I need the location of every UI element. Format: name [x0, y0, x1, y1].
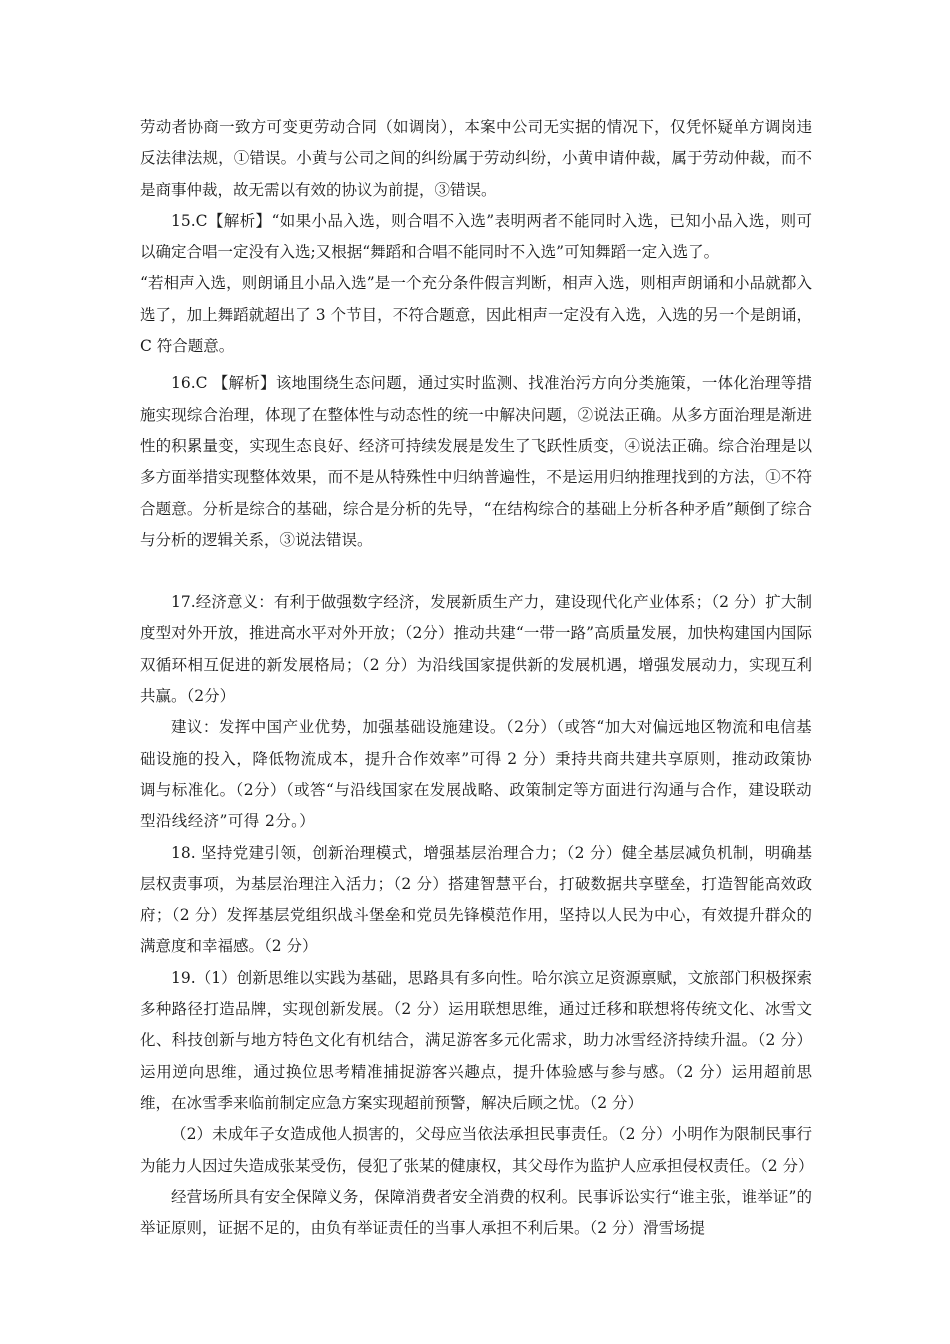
- answer-18: 18. 坚持党建引领，创新治理模式，增强基层治理合力；（2 分）健全基层减负机制，明确基层权责事项，为基层治理注入活力；（2 分）搭建智慧平台，打破数据共享壁垒，打造智能高效政府；（2 分）发挥基层党组织战斗堡垒和党员先锋模范作用，坚持以人民为中心，有效提升群众的满意度和幸福感。（2 分）: [140, 843, 812, 956]
- answer-19-part-2-continued: 经营场所具有安全保障义务，保障消费者安全消费的权利。民事诉讼实行“谁主张，谁举证”的举证原则，证据不足的，由负有举证责任的当事人承担不利后果。（2 分）滑雪场提: [140, 1187, 812, 1238]
- paragraph-continuation: 劳动者协商一致方可变更劳动合同（如调岗），本案中公司无实据的情况下，仅凭怀疑单方调岗违反法律法规，①错误。小黄与公司之间的纠纷属于劳动纠纷，小黄申请仲裁，属于劳动仲裁，而不是商事仲裁，故无需以有效的协议为前提，③错误。: [140, 118, 812, 199]
- answer-15-analysis-continued: “若相声入选，则朗诵且小品入选”是一个充分条件假言判断，相声入选，则相声朗诵和小品就都入选了，加上舞蹈就超出了 3 个节目，不符合题意，因此相声一定没有入选，入选的另一个是朗诵，C 符合题意。: [140, 274, 812, 356]
- answer-15-analysis: 15.C【解析】“如果小品入选，则合唱不入选”表明两者不能同时入选，已知小品入选，则可以确定合唱一定没有入选;又根据“舞蹈和合唱不能同时不入选”可知舞蹈一定入选了。: [140, 211, 812, 262]
- answer-16-analysis: 16.C 【解析】该地围绕生态问题，通过实时监测、找准治污方向分类施策，一体化治理等措施实现综合治理，体现了在整体性与动态性的统一中解决问题，②说法正确。从多方面治理是渐进性的积累量变，实现生态良好、经济可持续发展是发生了飞跃性质变，④说法正确。综合治理是以多方面举措实现整体效果，而不是从特殊性中归纳普遍性，不是运用归纳推理找到的方法，①不符合题意。分析是综合的基础，综合是分析的先导，“在结构综合的基础上分析各种矛盾”颠倒了综合与分析的逻辑关系，③说法错误。: [140, 374, 812, 549]
- document-page: [140, 112, 812, 1244]
- section-gap: [140, 556, 812, 587]
- answer-17-suggestions: 建议：发挥中国产业优势，加强基础设施建设。（2分）（或答“加大对偏远地区物流和电信基础设施的投入，降低物流成本，提升合作效率”可得 2 分）秉持共商共建共享原则，推动政策协调与标准化。（2分）（或答“与沿线国家在发展战略、政策制定等方面进行沟通与合作，建设联动型沿线经济”可得 2分。）: [140, 718, 812, 831]
- answer-19-part-2: （2）未成年子女造成他人损害的，父母应当依法承担民事责任。（2 分）小明作为限制民事行为能力人因过失造成张某受伤，侵犯了张某的健康权，其父母作为监护人应承担侵权责任。（2 分）: [140, 1125, 814, 1175]
- answer-19-part-1: 19.（1）创新思维以实践为基础，思路具有多向性。哈尔滨立足资源禀赋，文旅部门积极探索多种路径打造品牌，实现创新发展。（2 分）运用联想思维，通过迁移和联想将传统文化、冰雪文化、科技创新与地方特色文化有机结合，满足游客多元化需求，助力冰雪经济持续升温。（2 分）运用逆向思维，通过换位思考精准捕捉游客兴趣点，提升体验感与参与感。（2 分）运用超前思维，在冰雪季来临前制定应急方案实现超前预警，解决后顾之忧。（2 分）: [140, 968, 812, 1112]
- answer-17-economic-significance: 17.经济意义：有利于做强数字经济，发展新质生产力，建设现代化产业体系；（2 分）扩大制度型对外开放，推进高水平对外开放；（2分）推动共建“一带一路”高质量发展，加快构建国内国际双循环相互促进的新发展格局；（2 分）为沿线国家提供新的发展机遇，增强发展动力，实现互利共赢。（2分）: [140, 593, 812, 706]
